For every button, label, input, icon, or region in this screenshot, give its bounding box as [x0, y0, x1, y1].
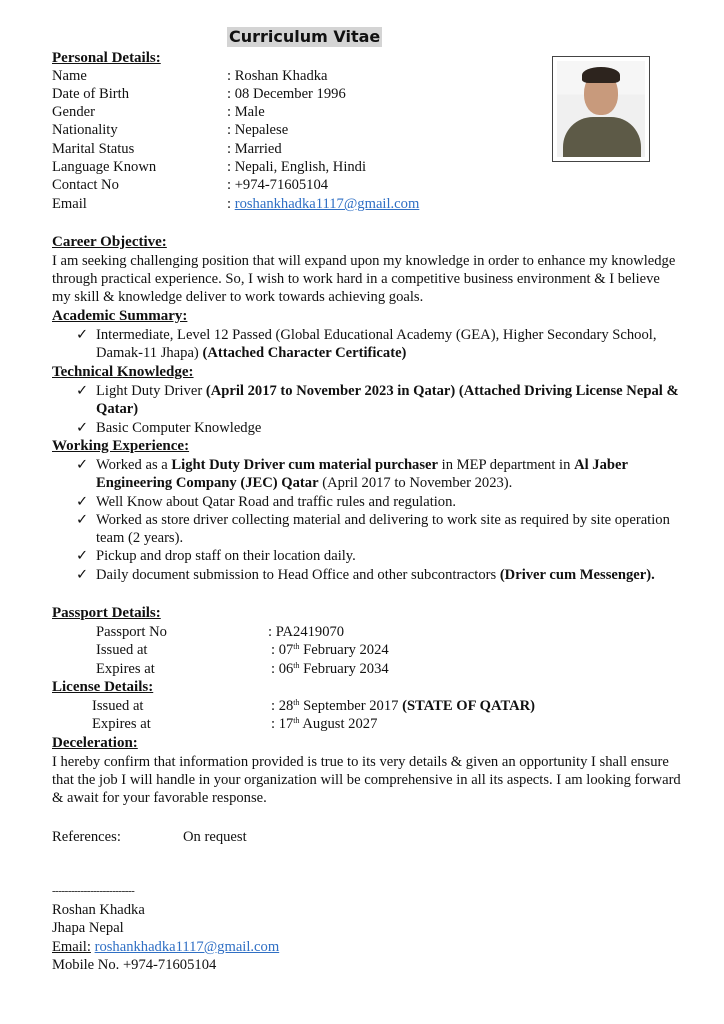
license-issued-label: Issued at: [92, 698, 144, 714]
references-value: On request: [183, 829, 247, 845]
check-icon: ✓: [76, 383, 89, 399]
page-title: Curriculum Vitae: [229, 27, 381, 46]
check-icon: ✓: [76, 548, 89, 564]
gender-label: Gender: [52, 104, 95, 120]
references-label: References:: [52, 829, 121, 845]
email-value: : roshankhadka1117@gmail.com: [227, 196, 420, 212]
email-label: Email: [52, 196, 87, 212]
technical-item: ✓ Light Duty Driver (April 2017 to November 2023 in Qatar) (Attached Driving License Nepal & Qatar): [76, 383, 679, 417]
personal-details-heading: Personal Details:: [52, 50, 161, 66]
experience-item: ✓ Daily document submission to Head Office and other subcontractors (Driver cum Messenger).: [76, 567, 655, 583]
academic-summary-heading: Academic Summary:: [52, 308, 188, 324]
signature-mobile: Mobile No. +974-71605104: [52, 957, 217, 973]
signature-email: Email: roshankhadka1117@gmail.com: [52, 939, 280, 955]
language-value: : Nepali, English, Hindi: [227, 159, 367, 175]
working-experience-heading: Working Experience:: [52, 438, 190, 454]
check-icon: ✓: [76, 512, 89, 528]
technical-knowledge-heading: Technical Knowledge:: [52, 364, 194, 380]
contact-label: Contact No: [52, 177, 119, 193]
passport-issued-value: : 07th February 2024: [271, 642, 389, 658]
marital-status-label: Marital Status: [52, 141, 135, 157]
passport-issued-label: Issued at: [96, 642, 148, 658]
email-link[interactable]: roshankhadka1117@gmail.com: [234, 196, 420, 212]
passport-details-heading: Passport Details:: [52, 605, 161, 621]
marital-status-value: : Married: [227, 141, 282, 157]
signature-name: Roshan Khadka: [52, 902, 145, 918]
declaration-text: I hereby confirm that information provided is true to its very details & given an opportunity I shall ensure that the job I will handle in your organization will be comprehensive in all its aspects. I am looking forward & await for your favorable response.: [52, 754, 681, 806]
declaration-heading: Deceleration:: [52, 735, 138, 751]
dob-value: : 08 December 1996: [227, 86, 346, 102]
signature-email-link[interactable]: roshankhadka1117@gmail.com: [94, 939, 280, 955]
check-icon: ✓: [76, 327, 89, 343]
check-icon: ✓: [76, 567, 89, 583]
career-objective-text: I am seeking challenging position that will expand upon my knowledge in order to enhance my knowledge through practical experience. So, I wish to work hard in a competitive business environment & I believe my skill & knowledge deliver to work towards achieving goals.: [52, 253, 676, 305]
experience-item: ✓ Worked as store driver collecting material and delivering to work site as required by site operation team (2 years).: [76, 512, 670, 546]
name-value: : Roshan Khadka: [227, 68, 328, 84]
dob-label: Date of Birth: [52, 86, 130, 102]
technical-item: ✓ Basic Computer Knowledge: [76, 420, 262, 436]
nationality-value: : Nepalese: [227, 122, 289, 138]
language-label: Language Known: [52, 159, 157, 175]
signature-address: Jhapa Nepal: [52, 920, 124, 936]
experience-item: ✓ Well Know about Qatar Road and traffic rules and regulation.: [76, 494, 457, 510]
passport-expires-value: : 06th February 2034: [271, 661, 389, 677]
license-issued-value: : 28th September 2017 (STATE OF QATAR): [271, 698, 536, 714]
experience-item: ✓ Worked as a Light Duty Driver cum material purchaser in MEP department in Al Jaber Engineering Company (JEC) Qatar (April 2017 to November 2023).: [76, 457, 628, 491]
name-label: Name: [52, 68, 87, 84]
check-icon: ✓: [76, 494, 89, 510]
profile-photo: [552, 56, 650, 162]
check-icon: ✓: [76, 457, 89, 473]
gender-value: : Male: [227, 104, 265, 120]
academic-item: ✓ Intermediate, Level 12 Passed (Global Educational Academy (GEA), Higher Secondary School, Damak-11 Jhapa) (Attached Character Certificate): [76, 327, 657, 361]
passport-no-label: Passport No: [96, 624, 167, 640]
check-icon: ✓: [76, 420, 89, 436]
signature-line: --------------------------: [52, 885, 135, 897]
career-objective-heading: Career Objective:: [52, 234, 167, 250]
nationality-label: Nationality: [52, 122, 118, 138]
license-expires-value: : 17th August 2027: [271, 716, 378, 732]
experience-item: ✓ Pickup and drop staff on their location daily.: [76, 548, 356, 564]
passport-expires-label: Expires at: [96, 661, 155, 677]
passport-no-value: : PA2419070: [268, 624, 345, 640]
license-details-heading: License Details:: [52, 679, 154, 695]
license-expires-label: Expires at: [92, 716, 151, 732]
contact-value: : +974-71605104: [227, 177, 329, 193]
